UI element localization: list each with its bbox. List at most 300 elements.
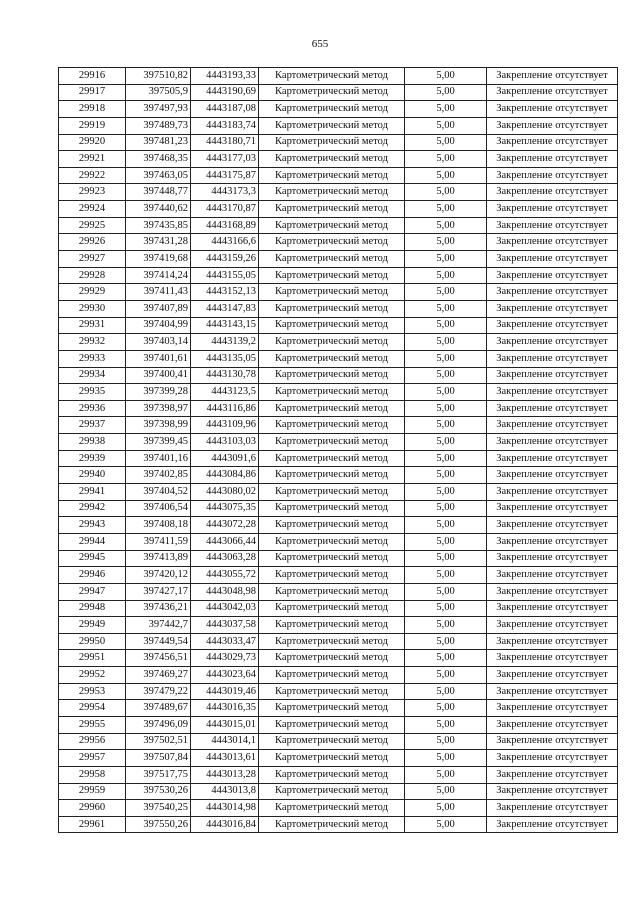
accuracy-cell: 5,00 [405, 517, 487, 534]
fixing-cell: Закрепление отсутствует [487, 201, 618, 218]
method-cell: Картометрический метод [259, 167, 405, 184]
x-coordinate-cell: 397419,68 [126, 251, 191, 268]
coordinates-table [58, 67, 618, 833]
x-coordinate-cell: 397411,43 [126, 284, 191, 301]
fixing-cell: Закрепление отсутствует [487, 700, 618, 717]
accuracy-cell: 5,00 [405, 600, 487, 617]
x-coordinate-cell: 397401,61 [126, 350, 191, 367]
method-cell: Картометрический метод [259, 700, 405, 717]
method-cell: Картометрический метод [259, 334, 405, 351]
table-row [59, 467, 618, 484]
table-row [59, 184, 618, 201]
point-number-cell: 29944 [59, 533, 126, 550]
method-cell: Картометрический метод [259, 384, 405, 401]
y-coordinate-cell: 4443173,3 [191, 184, 259, 201]
method-cell: Картометрический метод [259, 617, 405, 634]
table-row [59, 700, 618, 717]
y-coordinate-cell: 4443084,86 [191, 467, 259, 484]
accuracy-cell: 5,00 [405, 184, 487, 201]
x-coordinate-cell: 397427,17 [126, 583, 191, 600]
accuracy-cell: 5,00 [405, 484, 487, 501]
point-number-cell: 29928 [59, 267, 126, 284]
x-coordinate-cell: 397399,28 [126, 384, 191, 401]
table-row [59, 84, 618, 101]
method-cell: Картометрический метод [259, 217, 405, 234]
x-coordinate-cell: 397448,77 [126, 184, 191, 201]
y-coordinate-cell: 4443135,05 [191, 350, 259, 367]
point-number-cell: 29918 [59, 101, 126, 118]
method-cell: Картометрический метод [259, 800, 405, 817]
x-coordinate-cell: 397502,51 [126, 733, 191, 750]
table-row [59, 450, 618, 467]
table-row [59, 583, 618, 600]
fixing-cell: Закрепление отсутствует [487, 550, 618, 567]
y-coordinate-cell: 4443013,61 [191, 750, 259, 767]
point-number-cell: 29953 [59, 683, 126, 700]
method-cell: Картометрический метод [259, 134, 405, 151]
fixing-cell: Закрепление отсутствует [487, 384, 618, 401]
fixing-cell: Закрепление отсутствует [487, 667, 618, 684]
fixing-cell: Закрепление отсутствует [487, 733, 618, 750]
fixing-cell: Закрепление отсутствует [487, 500, 618, 517]
y-coordinate-cell: 4443123,5 [191, 384, 259, 401]
fixing-cell: Закрепление отсутствует [487, 217, 618, 234]
y-coordinate-cell: 4443023,64 [191, 667, 259, 684]
y-coordinate-cell: 4443109,96 [191, 417, 259, 434]
x-coordinate-cell: 397402,85 [126, 467, 191, 484]
fixing-cell: Закрепление отсутствует [487, 750, 618, 767]
table-row [59, 600, 618, 617]
fixing-cell: Закрепление отсутствует [487, 467, 618, 484]
fixing-cell: Закрепление отсутствует [487, 517, 618, 534]
x-coordinate-cell: 397403,14 [126, 334, 191, 351]
table-row [59, 317, 618, 334]
y-coordinate-cell: 4443103,03 [191, 434, 259, 451]
accuracy-cell: 5,00 [405, 284, 487, 301]
accuracy-cell: 5,00 [405, 101, 487, 118]
table-row [59, 251, 618, 268]
y-coordinate-cell: 4443190,69 [191, 84, 259, 101]
fixing-cell: Закрепление отсутствует [487, 434, 618, 451]
point-number-cell: 29940 [59, 467, 126, 484]
point-number-cell: 29948 [59, 600, 126, 617]
x-coordinate-cell: 397400,41 [126, 367, 191, 384]
accuracy-cell: 5,00 [405, 400, 487, 417]
x-coordinate-cell: 397411,59 [126, 533, 191, 550]
table-row [59, 350, 618, 367]
point-number-cell: 29919 [59, 117, 126, 134]
accuracy-cell: 5,00 [405, 816, 487, 833]
method-cell: Картометрический метод [259, 750, 405, 767]
x-coordinate-cell: 397489,67 [126, 700, 191, 717]
y-coordinate-cell: 4443016,84 [191, 816, 259, 833]
x-coordinate-cell: 397399,45 [126, 434, 191, 451]
y-coordinate-cell: 4443016,35 [191, 700, 259, 717]
x-coordinate-cell: 397431,28 [126, 234, 191, 251]
method-cell: Картометрический метод [259, 251, 405, 268]
y-coordinate-cell: 4443193,33 [191, 68, 259, 85]
x-coordinate-cell: 397507,84 [126, 750, 191, 767]
method-cell: Картометрический метод [259, 633, 405, 650]
y-coordinate-cell: 4443175,87 [191, 167, 259, 184]
y-coordinate-cell: 4443155,05 [191, 267, 259, 284]
table-row [59, 68, 618, 85]
method-cell: Картометрический метод [259, 567, 405, 584]
accuracy-cell: 5,00 [405, 800, 487, 817]
table-row [59, 800, 618, 817]
x-coordinate-cell: 397456,51 [126, 650, 191, 667]
point-number-cell: 29931 [59, 317, 126, 334]
y-coordinate-cell: 4443019,46 [191, 683, 259, 700]
accuracy-cell: 5,00 [405, 267, 487, 284]
point-number-cell: 29921 [59, 151, 126, 168]
point-number-cell: 29950 [59, 633, 126, 650]
accuracy-cell: 5,00 [405, 167, 487, 184]
fixing-cell: Закрепление отсутствует [487, 300, 618, 317]
method-cell: Картометрический метод [259, 101, 405, 118]
accuracy-cell: 5,00 [405, 716, 487, 733]
fixing-cell: Закрепление отсутствует [487, 184, 618, 201]
accuracy-cell: 5,00 [405, 151, 487, 168]
x-coordinate-cell: 397489,73 [126, 117, 191, 134]
table-row [59, 300, 618, 317]
table-row [59, 500, 618, 517]
fixing-cell: Закрепление отсутствует [487, 650, 618, 667]
method-cell: Картометрический метод [259, 400, 405, 417]
point-number-cell: 29949 [59, 617, 126, 634]
point-number-cell: 29960 [59, 800, 126, 817]
table-row [59, 533, 618, 550]
x-coordinate-cell: 397505,9 [126, 84, 191, 101]
point-number-cell: 29936 [59, 400, 126, 417]
accuracy-cell: 5,00 [405, 550, 487, 567]
point-number-cell: 29939 [59, 450, 126, 467]
x-coordinate-cell: 397481,23 [126, 134, 191, 151]
y-coordinate-cell: 4443037,58 [191, 617, 259, 634]
point-number-cell: 29922 [59, 167, 126, 184]
method-cell: Картометрический метод [259, 184, 405, 201]
fixing-cell: Закрепление отсутствует [487, 400, 618, 417]
point-number-cell: 29938 [59, 434, 126, 451]
point-number-cell: 29943 [59, 517, 126, 534]
table-row [59, 267, 618, 284]
y-coordinate-cell: 4443168,89 [191, 217, 259, 234]
accuracy-cell: 5,00 [405, 201, 487, 218]
method-cell: Картометрический метод [259, 151, 405, 168]
fixing-cell: Закрепление отсутствует [487, 533, 618, 550]
point-number-cell: 29957 [59, 750, 126, 767]
y-coordinate-cell: 4443013,28 [191, 766, 259, 783]
accuracy-cell: 5,00 [405, 766, 487, 783]
x-coordinate-cell: 397408,18 [126, 517, 191, 534]
y-coordinate-cell: 4443170,87 [191, 201, 259, 218]
accuracy-cell: 5,00 [405, 117, 487, 134]
y-coordinate-cell: 4443180,71 [191, 134, 259, 151]
method-cell: Картометрический метод [259, 467, 405, 484]
fixing-cell: Закрепление отсутствует [487, 350, 618, 367]
accuracy-cell: 5,00 [405, 417, 487, 434]
method-cell: Картометрический метод [259, 667, 405, 684]
y-coordinate-cell: 4443116,86 [191, 400, 259, 417]
accuracy-cell: 5,00 [405, 300, 487, 317]
table-row [59, 484, 618, 501]
table-row [59, 134, 618, 151]
method-cell: Картометрический метод [259, 816, 405, 833]
table-row [59, 217, 618, 234]
x-coordinate-cell: 397435,85 [126, 217, 191, 234]
method-cell: Картометрический метод [259, 484, 405, 501]
fixing-cell: Закрепление отсутствует [487, 617, 618, 634]
method-cell: Картометрический метод [259, 350, 405, 367]
accuracy-cell: 5,00 [405, 384, 487, 401]
accuracy-cell: 5,00 [405, 434, 487, 451]
point-number-cell: 29932 [59, 334, 126, 351]
table-row [59, 567, 618, 584]
point-number-cell: 29933 [59, 350, 126, 367]
accuracy-cell: 5,00 [405, 783, 487, 800]
accuracy-cell: 5,00 [405, 667, 487, 684]
x-coordinate-cell: 397550,26 [126, 816, 191, 833]
accuracy-cell: 5,00 [405, 567, 487, 584]
table-row [59, 750, 618, 767]
accuracy-cell: 5,00 [405, 134, 487, 151]
method-cell: Картометрический метод [259, 234, 405, 251]
y-coordinate-cell: 4443177,03 [191, 151, 259, 168]
table-row [59, 816, 618, 833]
method-cell: Картометрический метод [259, 733, 405, 750]
fixing-cell: Закрепление отсутствует [487, 117, 618, 134]
x-coordinate-cell: 397468,35 [126, 151, 191, 168]
table-row [59, 683, 618, 700]
fixing-cell: Закрепление отсутствует [487, 101, 618, 118]
fixing-cell: Закрепление отсутствует [487, 766, 618, 783]
table-row [59, 167, 618, 184]
method-cell: Картометрический метод [259, 683, 405, 700]
point-number-cell: 29955 [59, 716, 126, 733]
accuracy-cell: 5,00 [405, 733, 487, 750]
point-number-cell: 29937 [59, 417, 126, 434]
y-coordinate-cell: 4443063,28 [191, 550, 259, 567]
accuracy-cell: 5,00 [405, 317, 487, 334]
y-coordinate-cell: 4443033,47 [191, 633, 259, 650]
accuracy-cell: 5,00 [405, 450, 487, 467]
accuracy-cell: 5,00 [405, 84, 487, 101]
table-row [59, 667, 618, 684]
y-coordinate-cell: 4443013,8 [191, 783, 259, 800]
fixing-cell: Закрепление отсутствует [487, 450, 618, 467]
point-number-cell: 29930 [59, 300, 126, 317]
table-row [59, 334, 618, 351]
accuracy-cell: 5,00 [405, 617, 487, 634]
table-row [59, 417, 618, 434]
point-number-cell: 29945 [59, 550, 126, 567]
x-coordinate-cell: 397420,12 [126, 567, 191, 584]
fixing-cell: Закрепление отсутствует [487, 417, 618, 434]
accuracy-cell: 5,00 [405, 700, 487, 717]
point-number-cell: 29952 [59, 667, 126, 684]
point-number-cell: 29920 [59, 134, 126, 151]
y-coordinate-cell: 4443042,03 [191, 600, 259, 617]
fixing-cell: Закрепление отсутствует [487, 167, 618, 184]
method-cell: Картометрический метод [259, 600, 405, 617]
y-coordinate-cell: 4443147,83 [191, 300, 259, 317]
y-coordinate-cell: 4443130,78 [191, 367, 259, 384]
point-number-cell: 29917 [59, 84, 126, 101]
table-row [59, 151, 618, 168]
y-coordinate-cell: 4443143,15 [191, 317, 259, 334]
method-cell: Картометрический метод [259, 84, 405, 101]
point-number-cell: 29927 [59, 251, 126, 268]
y-coordinate-cell: 4443080,02 [191, 484, 259, 501]
x-coordinate-cell: 397442,7 [126, 617, 191, 634]
table-row [59, 517, 618, 534]
x-coordinate-cell: 397510,82 [126, 68, 191, 85]
x-coordinate-cell: 397413,89 [126, 550, 191, 567]
y-coordinate-cell: 4443072,28 [191, 517, 259, 534]
point-number-cell: 29934 [59, 367, 126, 384]
point-number-cell: 29942 [59, 500, 126, 517]
x-coordinate-cell: 397479,22 [126, 683, 191, 700]
x-coordinate-cell: 397440,62 [126, 201, 191, 218]
x-coordinate-cell: 397530,26 [126, 783, 191, 800]
point-number-cell: 29925 [59, 217, 126, 234]
x-coordinate-cell: 397404,52 [126, 484, 191, 501]
y-coordinate-cell: 4443014,1 [191, 733, 259, 750]
method-cell: Картометрический метод [259, 716, 405, 733]
accuracy-cell: 5,00 [405, 467, 487, 484]
fixing-cell: Закрепление отсутствует [487, 134, 618, 151]
method-cell: Картометрический метод [259, 367, 405, 384]
point-number-cell: 29926 [59, 234, 126, 251]
method-cell: Картометрический метод [259, 417, 405, 434]
y-coordinate-cell: 4443091,6 [191, 450, 259, 467]
table-row [59, 633, 618, 650]
table-row [59, 783, 618, 800]
method-cell: Картометрический метод [259, 434, 405, 451]
accuracy-cell: 5,00 [405, 583, 487, 600]
fixing-cell: Закрепление отсутствует [487, 484, 618, 501]
y-coordinate-cell: 4443139,2 [191, 334, 259, 351]
table-row [59, 766, 618, 783]
x-coordinate-cell: 397449,54 [126, 633, 191, 650]
y-coordinate-cell: 4443014,98 [191, 800, 259, 817]
table-row [59, 716, 618, 733]
accuracy-cell: 5,00 [405, 683, 487, 700]
table-row [59, 384, 618, 401]
fixing-cell: Закрепление отсутствует [487, 567, 618, 584]
point-number-cell: 29941 [59, 484, 126, 501]
fixing-cell: Закрепление отсутствует [487, 683, 618, 700]
y-coordinate-cell: 4443029,73 [191, 650, 259, 667]
method-cell: Картометрический метод [259, 766, 405, 783]
x-coordinate-cell: 397406,54 [126, 500, 191, 517]
table-row [59, 650, 618, 667]
accuracy-cell: 5,00 [405, 251, 487, 268]
fixing-cell: Закрепление отсутствует [487, 633, 618, 650]
fixing-cell: Закрепление отсутствует [487, 68, 618, 85]
point-number-cell: 29959 [59, 783, 126, 800]
method-cell: Картометрический метод [259, 500, 405, 517]
y-coordinate-cell: 4443152,13 [191, 284, 259, 301]
y-coordinate-cell: 4443187,08 [191, 101, 259, 118]
y-coordinate-cell: 4443055,72 [191, 567, 259, 584]
x-coordinate-cell: 397497,93 [126, 101, 191, 118]
x-coordinate-cell: 397401,16 [126, 450, 191, 467]
accuracy-cell: 5,00 [405, 650, 487, 667]
x-coordinate-cell: 397407,89 [126, 300, 191, 317]
point-number-cell: 29935 [59, 384, 126, 401]
accuracy-cell: 5,00 [405, 234, 487, 251]
fixing-cell: Закрепление отсутствует [487, 583, 618, 600]
y-coordinate-cell: 4443166,6 [191, 234, 259, 251]
x-coordinate-cell: 397469,27 [126, 667, 191, 684]
fixing-cell: Закрепление отсутствует [487, 317, 618, 334]
method-cell: Картометрический метод [259, 450, 405, 467]
table-row [59, 117, 618, 134]
x-coordinate-cell: 397496,09 [126, 716, 191, 733]
method-cell: Картометрический метод [259, 650, 405, 667]
accuracy-cell: 5,00 [405, 367, 487, 384]
accuracy-cell: 5,00 [405, 533, 487, 550]
method-cell: Картометрический метод [259, 583, 405, 600]
x-coordinate-cell: 397517,75 [126, 766, 191, 783]
fixing-cell: Закрепление отсутствует [487, 716, 618, 733]
method-cell: Картометрический метод [259, 68, 405, 85]
x-coordinate-cell: 397404,99 [126, 317, 191, 334]
table-row [59, 201, 618, 218]
fixing-cell: Закрепление отсутствует [487, 600, 618, 617]
method-cell: Картометрический метод [259, 783, 405, 800]
x-coordinate-cell: 397540,25 [126, 800, 191, 817]
table-row [59, 284, 618, 301]
method-cell: Картометрический метод [259, 284, 405, 301]
point-number-cell: 29961 [59, 816, 126, 833]
accuracy-cell: 5,00 [405, 350, 487, 367]
table-row [59, 400, 618, 417]
accuracy-cell: 5,00 [405, 68, 487, 85]
x-coordinate-cell: 397398,99 [126, 417, 191, 434]
y-coordinate-cell: 4443066,44 [191, 533, 259, 550]
point-number-cell: 29924 [59, 201, 126, 218]
method-cell: Картометрический метод [259, 517, 405, 534]
accuracy-cell: 5,00 [405, 750, 487, 767]
method-cell: Картометрический метод [259, 201, 405, 218]
method-cell: Картометрический метод [259, 550, 405, 567]
table-row [59, 550, 618, 567]
fixing-cell: Закрепление отсутствует [487, 284, 618, 301]
coordinates-table-body [59, 68, 618, 833]
table-row [59, 434, 618, 451]
accuracy-cell: 5,00 [405, 633, 487, 650]
x-coordinate-cell: 397414,24 [126, 267, 191, 284]
fixing-cell: Закрепление отсутствует [487, 267, 618, 284]
method-cell: Картометрический метод [259, 533, 405, 550]
y-coordinate-cell: 4443159,26 [191, 251, 259, 268]
point-number-cell: 29923 [59, 184, 126, 201]
x-coordinate-cell: 397398,97 [126, 400, 191, 417]
fixing-cell: Закрепление отсутствует [487, 84, 618, 101]
fixing-cell: Закрепление отсутствует [487, 151, 618, 168]
point-number-cell: 29947 [59, 583, 126, 600]
method-cell: Картометрический метод [259, 300, 405, 317]
y-coordinate-cell: 4443015,01 [191, 716, 259, 733]
method-cell: Картометрический метод [259, 317, 405, 334]
x-coordinate-cell: 397463,05 [126, 167, 191, 184]
point-number-cell: 29946 [59, 567, 126, 584]
fixing-cell: Закрепление отсутствует [487, 251, 618, 268]
fixing-cell: Закрепление отсутствует [487, 334, 618, 351]
y-coordinate-cell: 4443075,35 [191, 500, 259, 517]
